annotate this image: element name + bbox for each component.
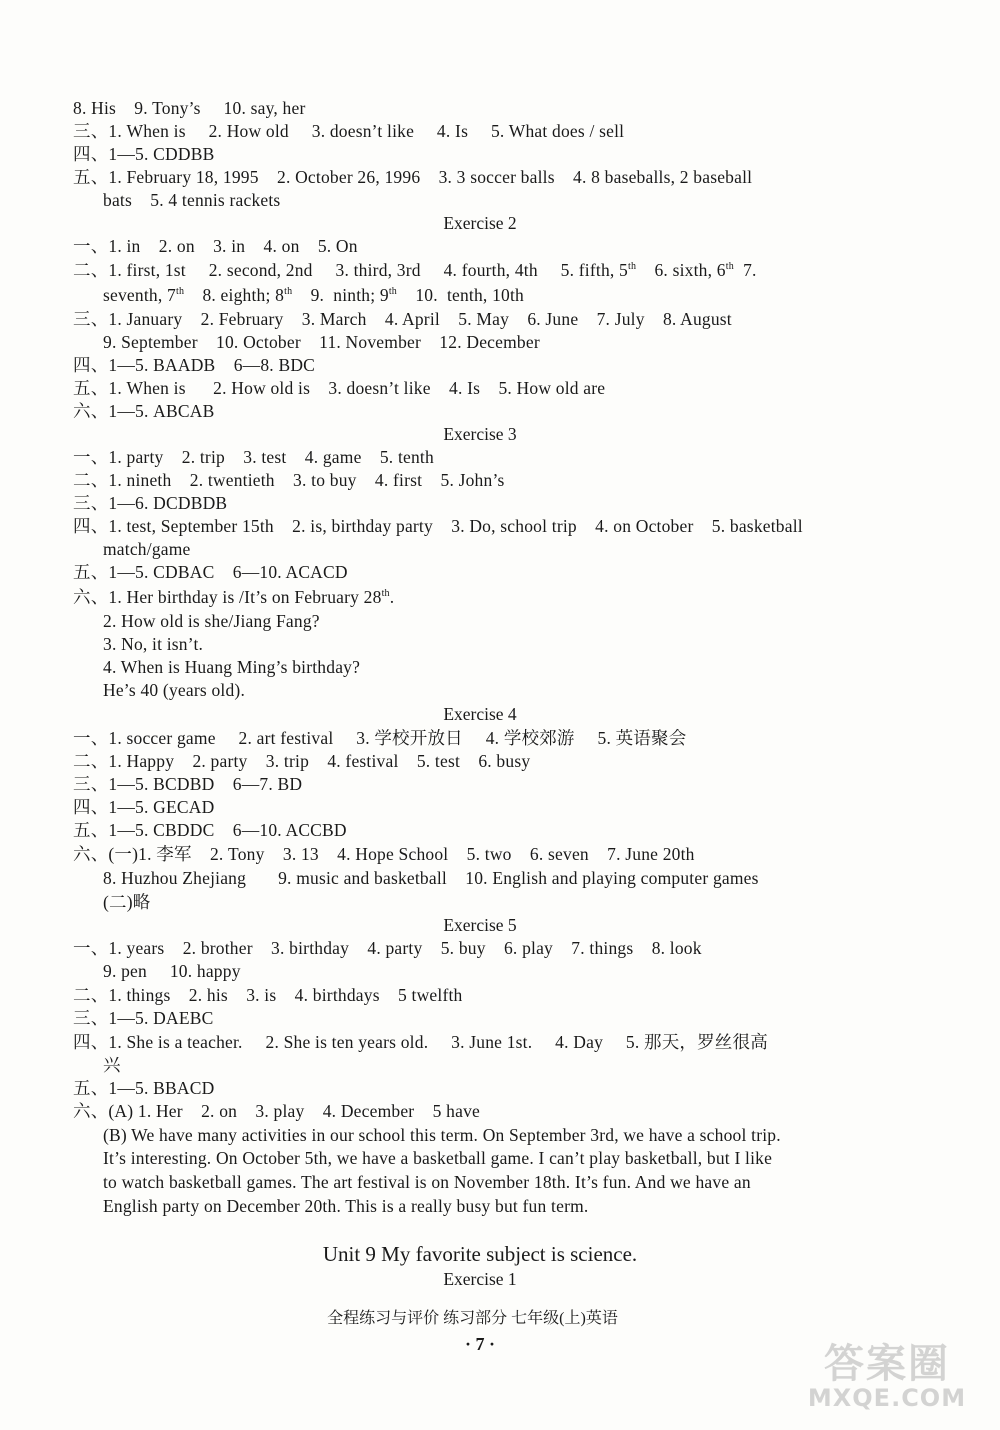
exercise-heading: Exercise 1 [443,1269,517,1289]
unit-title: Unit 9 My favorite subject is science. [322,1242,638,1266]
answer-line: 六、(一)1. 李军 2. Tony 3. 13 4. Hope School 5. two 6. seven 7. June 20th [73,844,695,864]
answer-line: 六、1. Her birthday is /It’s on February 28th. [73,587,395,607]
answer-line: 四、1—5. GECAD [73,797,215,817]
answer-line: 五、1—5. CDBAC 6—10. ACACD [73,562,348,582]
answer-line: 一、1. years 2. brother 3. birthday 4. party 5. buy 6. play 7. things 8. look [73,938,702,958]
answer-line: 五、1. When is 2. How old is 3. doesn’t like 4. Is 5. How old are [73,378,606,398]
exercise-heading: Exercise 5 [443,915,517,935]
answer-line: 六、1—5. ABCAB [73,401,215,421]
answer-line: 8. His 9. Tony’s 10. say, her [73,98,306,118]
answer-line: 4. When is Huang Ming’s birthday? [103,657,361,677]
answer-line: match/game [103,539,191,559]
answer-line: 三、1. When is 2. How old 3. doesn’t like 4. Is 5. What does / sell [73,121,625,141]
answer-line: 四、1. test, September 15th 2. is, birthday party 3. Do, school trip 4. on October 5. basketball [73,516,803,536]
answer-line: 三、1—5. BCDBD 6—7. BD [73,774,303,794]
answer-line: He’s 40 (years old). [103,680,246,700]
answer-line: 五、1. February 18, 1995 2. October 26, 1996 3. 3 soccer balls 4. 8 baseballs, 2 baseball [73,167,753,187]
answer-line: 3. No, it isn’t. [103,634,204,654]
answer-line: 兴 [103,1055,121,1075]
book-footer: 全程练习与评价 练习部分 七年级(上)英语 [327,1310,618,1327]
answer-line: 9. pen 10. happy [103,961,241,981]
exercise-heading: Exercise 3 [443,424,517,444]
answer-line: It’s interesting. On October 5th, we have a basketball game. I can’t play basketball, but I like [103,1148,773,1168]
answer-line: 8. Huzhou Zhejiang 9. music and basketball 10. English and playing computer games [103,868,759,888]
answer-line: English party on December 20th. This is a really busy but fun term. [103,1196,589,1216]
answer-line: seventh, 7th 8. eighth; 8th 9. ninth; 9th 10. tenth, 10th [103,285,524,305]
watermark-top-text: 答案圈 [824,1341,950,1387]
answer-line: 四、1—5. CDDBB [73,144,215,164]
answer-line: 二、1. nineth 2. twentieth 3. to buy 4. first 5. John’s [73,470,505,490]
answer-line: 一、1. soccer game 2. art festival 3. 学校开放日 4. 学校郊游 5. 英语聚会 [73,728,687,748]
answer-line: bats 5. 4 tennis rackets [103,190,281,210]
answer-line: 四、1. She is a teacher. 2. She is ten years old. 3. June 1st. 4. Day 5. 那天，罗丝很高 [73,1032,768,1052]
answer-line: 9. September 10. October 11. November 12. December [103,332,540,352]
answer-line: 一、1. in 2. on 3. in 4. on 5. On [73,236,358,256]
answer-line: 三、1—5. DAEBC [73,1008,214,1028]
answer-line: (二)略 [103,892,151,912]
answer-line: 五、1—5. CBDDC 6—10. ACCBD [73,820,347,840]
answer-line: 四、1—5. BAADB 6—8. BDC [73,355,316,375]
answer-line: 六、(A) 1. Her 2. on 3. play 4. December 5 have [73,1101,480,1121]
watermark-bottom-text: MXQE.COM [807,1384,967,1412]
watermark-logo [792,1332,982,1422]
answer-line: 三、1—6. DCDBDB [73,493,228,513]
answer-line: to watch basketball games. The art festival is on November 18th. It’s fun. And we have an [103,1172,751,1192]
answer-line: 二、1. first, 1st 2. second, 2nd 3. third, 3rd 4. fourth, 4th 5. fifth, 5th 6. sixth, 6th 7. [73,260,757,280]
page-number: · 7 · [464,1334,495,1354]
answer-line: (B) We have many activities in our school this term. On September 3rd, we have a school trip. [103,1125,781,1145]
answer-line: 二、1. Happy 2. party 3. trip 4. festival 5. test 6. busy [73,751,531,771]
answer-line: 一、1. party 2. trip 3. test 4. game 5. tenth [73,447,434,467]
answer-line: 五、1—5. BBACD [73,1078,215,1098]
answer-line: 二、1. things 2. his 3. is 4. birthdays 5 twelfth [73,985,463,1005]
answer-line: 三、1. January 2. February 3. March 4. April 5. May 6. June 7. July 8. August [73,309,732,329]
answer-line: 2. How old is she/Jiang Fang? [103,611,320,631]
exercise-heading: Exercise 4 [443,704,517,724]
exercise-heading: Exercise 2 [443,213,517,233]
